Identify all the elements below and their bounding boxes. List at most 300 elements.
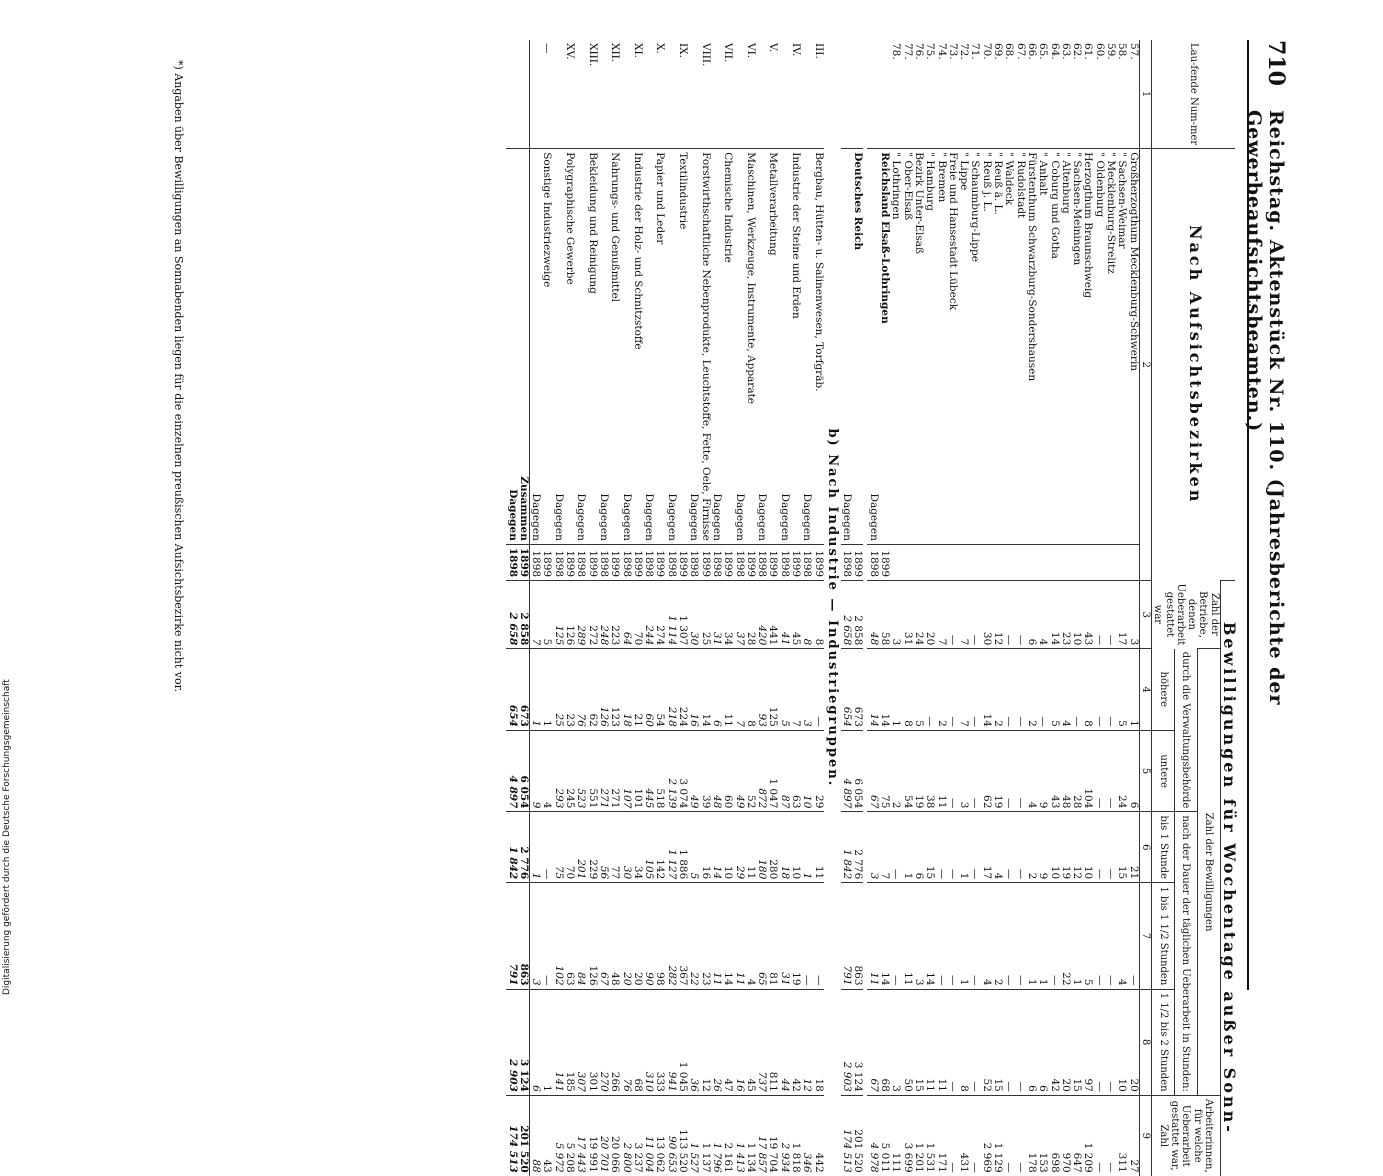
value-cell: 3 <box>1127 581 1139 649</box>
value-cell: 5 011 <box>879 1095 890 1175</box>
page-header <box>1243 40 1293 990</box>
row-label: " Sachsen-Weimar <box>1116 149 1127 545</box>
value-cell: 1 527 <box>688 1095 699 1175</box>
value-cell: 68 <box>632 989 643 1095</box>
row-label: " Altenburg <box>1060 149 1071 545</box>
value-cell: 1 413 <box>733 1095 744 1175</box>
value-cell: — <box>541 812 552 883</box>
industry-row <box>722 40 733 1176</box>
row-number: III. <box>812 43 825 59</box>
durch-die-header <box>1174 649 1197 812</box>
year-cell: 1898 <box>733 544 744 580</box>
value-cell: 244 <box>643 581 654 649</box>
row-number <box>529 40 541 149</box>
value-cell: 441 <box>767 581 778 649</box>
industry-row <box>632 40 643 1176</box>
value-cell: 20 <box>924 581 935 649</box>
col9-zahl: Zahl <box>1157 1124 1169 1148</box>
bezirk-row <box>1003 40 1014 1176</box>
value-cell: 301 <box>586 989 597 1095</box>
row-number: X. <box>654 43 667 54</box>
year-cell: 1899 <box>677 544 688 580</box>
value-cell: 442 <box>812 1095 823 1175</box>
value-cell: 126 <box>586 883 597 989</box>
value-cell: 19 <box>1060 812 1071 883</box>
industry-row-dagegen <box>665 40 676 1176</box>
value-cell: 12 <box>1071 812 1082 883</box>
value-cell: 28 <box>745 581 756 649</box>
value-cell: — <box>1014 1095 1025 1175</box>
value-cell: 2 <box>890 730 901 812</box>
spacer <box>864 40 868 1176</box>
value-cell: 67 <box>868 730 879 812</box>
value-cell: 25 <box>699 581 710 649</box>
bezirk-row <box>890 40 901 1176</box>
year-cell <box>1105 544 1116 580</box>
value-cell: 14 <box>980 649 991 731</box>
colnum: 9 <box>1139 1095 1151 1175</box>
value-cell: 125 <box>767 649 778 731</box>
row-label: Dagegen <box>620 149 631 545</box>
value-cell: — <box>1093 989 1104 1095</box>
value-cell: 111 <box>890 1095 901 1175</box>
value-cell: 11 <box>935 730 946 812</box>
value-cell: — <box>947 989 958 1095</box>
industry-row <box>699 40 710 1176</box>
value-cell: 18 <box>620 649 631 731</box>
value-cell: 4 897 <box>506 730 517 812</box>
row-label: Dagegen <box>841 149 852 545</box>
bezirk-row <box>901 40 912 1176</box>
value-cell: 11 <box>745 812 756 883</box>
row-label: " Lothringen <box>890 149 901 545</box>
value-cell: 218 <box>665 649 676 731</box>
value-cell: 201 520 <box>852 1095 863 1175</box>
main-header <box>1220 581 1239 1176</box>
row-label: Bekleidung und Reinigung <box>586 149 597 545</box>
value-cell: — <box>1003 812 1014 883</box>
value-cell: 11 <box>868 883 879 989</box>
year-cell: 1899 <box>812 544 823 580</box>
colnum: 8 <box>1139 989 1151 1095</box>
value-cell: — <box>1014 730 1025 812</box>
row-label: Dagegen <box>575 149 586 545</box>
bezirk-row <box>1037 40 1048 1176</box>
value-cell: 15 <box>1116 812 1127 883</box>
colnum: 1 <box>1139 40 1151 149</box>
value-cell: 18 <box>778 812 789 883</box>
value-cell: 20 <box>1060 989 1071 1095</box>
value-cell: 7 <box>529 581 541 649</box>
value-cell: — <box>1003 649 1014 731</box>
value-cell: 126 <box>598 649 609 731</box>
value-cell: 23 <box>564 649 575 731</box>
row-label: " Sachsen-Meiningen <box>1071 149 1082 545</box>
value-cell: 20 066 <box>609 1095 620 1175</box>
row-number <box>598 40 609 149</box>
row-label: Papier und Leder <box>654 149 665 545</box>
value-cell: 43 <box>1082 581 1093 649</box>
value-cell: 11 <box>812 812 823 883</box>
value-cell: 11 <box>733 883 744 989</box>
year-cell: 1899 <box>586 544 597 580</box>
value-cell: 1 137 <box>699 1095 710 1175</box>
value-cell: 811 <box>767 989 778 1095</box>
row-label: Polygraphische Gewerbe <box>564 149 575 545</box>
value-cell: 34 <box>632 812 643 883</box>
value-cell: 16 <box>699 812 710 883</box>
value-cell: 36 <box>688 989 699 1095</box>
value-cell: 2 658 <box>841 581 852 649</box>
value-cell: — <box>1003 1095 1014 1175</box>
row-number <box>552 40 563 149</box>
value-cell: — <box>1105 812 1116 883</box>
value-cell: 2 <box>992 649 1003 731</box>
value-cell: 19 <box>992 730 1003 812</box>
value-cell: 19 <box>913 730 924 812</box>
value-cell: — <box>969 730 980 812</box>
year-cell: 1898 <box>620 544 631 580</box>
bezirk-row <box>1071 40 1082 1176</box>
industry-row-dagegen <box>598 40 609 1176</box>
value-cell: 105 <box>643 812 654 883</box>
value-cell: 4 <box>992 812 1003 883</box>
row-number: XII. <box>609 43 622 63</box>
year-cell <box>901 544 912 580</box>
value-cell: 67 <box>598 883 609 989</box>
row-label: Deutsches Reich <box>852 149 863 545</box>
value-cell: 180 <box>756 812 767 883</box>
value-cell: — <box>1093 1095 1104 1175</box>
row-number: 68. <box>1003 43 1016 60</box>
value-cell: 1 047 <box>767 730 778 812</box>
year-cell: 1898 <box>552 544 563 580</box>
value-cell: 70 <box>564 812 575 883</box>
row-label: Bergbau, Hütten- u. Salinenwesen, Torfgräb. <box>812 149 823 545</box>
bezirk-row <box>924 40 935 1176</box>
row-label: Zusammen <box>518 149 530 545</box>
year-cell: 1899 <box>632 544 643 580</box>
value-cell: 49 <box>733 730 744 812</box>
colnum: 5 <box>1139 730 1151 812</box>
value-cell: 289 <box>575 581 586 649</box>
value-cell: 201 520 <box>518 1095 530 1175</box>
value-cell: 10 <box>801 730 812 812</box>
industry-row <box>541 40 552 1176</box>
value-cell: 8 <box>901 649 912 731</box>
value-cell: 11 <box>901 883 912 989</box>
bezirk-row <box>1093 40 1104 1176</box>
value-cell: 16 <box>733 989 744 1095</box>
value-cell: 48 <box>868 581 879 649</box>
row-label: " Schaumburg-Lippe <box>969 149 980 545</box>
row-number <box>518 40 530 149</box>
dauer-header: nach der Dauer der täglichen Ueberarbeit in Stunden: <box>1174 812 1197 1095</box>
industry-row-dagegen <box>778 40 789 1176</box>
row-number <box>711 40 722 149</box>
value-cell: 4 <box>980 883 991 989</box>
value-cell: 2 800 <box>620 1095 631 1175</box>
row-number: 64. <box>1048 43 1061 60</box>
value-cell: 737 <box>756 989 767 1095</box>
value-cell: — <box>1014 649 1025 731</box>
value-cell: 10 <box>1116 989 1127 1095</box>
value-cell: 185 <box>564 989 575 1095</box>
year-cell <box>1026 544 1037 580</box>
durch-die-label: durch die <box>1180 651 1192 701</box>
value-cell: 551 <box>586 730 597 812</box>
year-cell <box>890 544 901 580</box>
value-cell: 2 858 <box>852 581 863 649</box>
value-cell: 1 127 <box>665 812 676 883</box>
value-cell: 97 <box>1082 989 1093 1095</box>
zahl-bew-header: Zahl der Bewilligungen <box>1197 649 1220 1096</box>
value-cell: 14 <box>879 649 890 731</box>
row-number: 60. <box>1093 43 1106 60</box>
value-cell: 13 062 <box>654 1095 665 1175</box>
bezirk-row <box>1060 40 1071 1176</box>
value-cell: — <box>1127 883 1139 989</box>
value-cell: 19 704 <box>767 1095 778 1175</box>
year-cell: 1899 <box>564 544 575 580</box>
value-cell: 19 991 <box>586 1095 597 1175</box>
row-number: IV. <box>790 43 803 57</box>
year-cell <box>992 544 1003 580</box>
value-cell: — <box>890 812 901 883</box>
year-cell <box>913 544 924 580</box>
value-cell: 25 <box>552 649 563 731</box>
value-cell: 654 <box>841 649 852 731</box>
year-cell: 1899 <box>518 544 530 580</box>
year-cell <box>969 544 980 580</box>
value-cell: 5 <box>778 649 789 731</box>
value-cell: 8 <box>958 989 969 1095</box>
value-cell: 872 <box>756 730 767 812</box>
value-cell: 224 <box>677 649 688 731</box>
row-label: Dagegen <box>868 149 879 545</box>
value-cell: 15 <box>1071 989 1082 1095</box>
value-cell: 698 <box>1048 1095 1059 1175</box>
value-cell: 272 <box>586 581 597 649</box>
value-cell: 7 <box>879 812 890 883</box>
year-cell: 1899 <box>790 544 801 580</box>
value-cell: — <box>947 649 958 731</box>
value-cell: 38 <box>924 730 935 812</box>
industry-row-dagegen <box>733 40 744 1176</box>
value-cell: 23 <box>1060 581 1071 649</box>
industry-row <box>677 40 688 1176</box>
value-cell: 14 <box>1048 581 1059 649</box>
value-cell: 11 <box>711 883 722 989</box>
bezirk-row <box>1014 40 1025 1176</box>
row-number: 73. <box>946 43 959 60</box>
value-cell: 21 <box>1127 812 1139 883</box>
summary-row <box>879 40 890 1176</box>
value-cell: 6 <box>1026 581 1037 649</box>
value-cell: 293 <box>552 730 563 812</box>
row-number: VIII. <box>699 43 712 67</box>
value-cell: 49 <box>688 730 699 812</box>
row-label: Nahrungs- und Genußmittel <box>609 149 620 545</box>
colnum: 4 <box>1139 649 1151 731</box>
row-number: 72. <box>958 43 971 60</box>
value-cell: 863 <box>852 883 863 989</box>
value-cell: 1 134 <box>745 1095 756 1175</box>
value-cell: — <box>947 883 958 989</box>
value-cell: 6 054 <box>852 730 863 812</box>
bezirk-row <box>1127 40 1139 1176</box>
value-cell: 48 <box>711 730 722 812</box>
value-cell: 17 443 <box>575 1095 586 1175</box>
row-number <box>506 40 517 149</box>
value-cell: 174 513 <box>841 1095 852 1175</box>
row-label: Dagegen <box>801 149 812 545</box>
row-label: Sonstige Industriezweige <box>541 149 552 545</box>
row-label: Industrie der Holz- und Schnitzstoffe <box>632 149 643 545</box>
row-label: " Mecklenburg-Strelitz <box>1105 149 1116 545</box>
value-cell: — <box>890 883 901 989</box>
col9-header <box>1151 1095 1220 1175</box>
c7-header: 1 bis 1 1/2 Stunden <box>1151 883 1174 989</box>
value-cell: 70 <box>632 581 643 649</box>
industry-row-dagegen <box>643 40 654 1176</box>
value-cell: 1 <box>958 883 969 989</box>
value-cell: 654 <box>506 649 517 731</box>
row-label: Chemische Industrie <box>722 149 733 545</box>
value-cell: 1 129 <box>992 1095 1003 1175</box>
value-cell: 5 972 <box>552 1095 563 1175</box>
year-cell: 1898 <box>643 544 654 580</box>
value-cell: 1 <box>541 649 552 731</box>
value-cell: 16 <box>688 649 699 731</box>
year-cell: 1898 <box>756 544 767 580</box>
value-cell: 64 <box>620 581 631 649</box>
year-cell <box>1093 544 1104 580</box>
value-cell: 75 <box>879 730 890 812</box>
year-cell <box>1060 544 1071 580</box>
value-cell: 18 <box>812 989 823 1095</box>
value-cell: 28 <box>1071 730 1082 812</box>
value-cell: 14 <box>924 883 935 989</box>
value-cell: 518 <box>654 730 665 812</box>
value-cell: 2 658 <box>506 581 517 649</box>
value-cell: 282 <box>665 883 676 989</box>
year-cell: 1899 <box>745 544 756 580</box>
value-cell: 1 <box>1127 649 1139 731</box>
row-label: " Reuß ä. L. <box>992 149 1003 545</box>
value-cell: 2 934 <box>778 1095 789 1175</box>
year-cell: 1898 <box>801 544 812 580</box>
value-cell: 5 208 <box>564 1095 575 1175</box>
year-cell <box>924 544 935 580</box>
row-label: Dagegen <box>598 149 609 545</box>
year-cell <box>1037 544 1048 580</box>
industry-row <box>654 40 665 1176</box>
industry-row <box>564 40 575 1176</box>
value-cell: 1 818 <box>790 1095 801 1175</box>
statistics-table <box>506 40 1239 1176</box>
untere-header: untere <box>1151 730 1174 812</box>
industry-row <box>586 40 597 1176</box>
value-cell: 307 <box>575 989 586 1095</box>
year-cell <box>1116 544 1127 580</box>
value-cell: — <box>969 812 980 883</box>
value-cell: 2 <box>1026 649 1037 731</box>
value-cell: 24 <box>913 581 924 649</box>
year-cell: 1899 <box>852 544 863 580</box>
value-cell: 7 <box>733 649 744 731</box>
industry-row-dagegen <box>688 40 699 1176</box>
year-cell: 1898 <box>841 544 852 580</box>
row-number <box>665 40 676 149</box>
colnum: 7 <box>1139 883 1151 989</box>
value-cell: 2 776 <box>518 812 530 883</box>
industry-row <box>609 40 620 1176</box>
value-cell: — <box>1014 812 1025 883</box>
value-cell: 1 <box>958 812 969 883</box>
bezirk-row <box>1082 40 1093 1176</box>
col-lfd-nr-header: Lau-fende Num-mer <box>1151 40 1235 149</box>
bezirk-row <box>947 40 958 1176</box>
value-cell: 41 <box>778 581 789 649</box>
industry-row-dagegen <box>552 40 563 1176</box>
value-cell: — <box>969 649 980 731</box>
row-number: XI. <box>631 43 644 58</box>
industry-row-dagegen <box>620 40 631 1176</box>
year-cell: 1898 <box>711 544 722 580</box>
value-cell: 126 <box>564 581 575 649</box>
year-cell <box>935 544 946 580</box>
year-cell <box>1071 544 1082 580</box>
value-cell: 22 <box>1060 883 1071 989</box>
value-cell: — <box>1093 730 1104 812</box>
value-cell: — <box>947 812 958 883</box>
value-cell: 12 <box>801 989 812 1095</box>
row-label: Dagegen <box>756 149 767 545</box>
value-cell: 90 <box>643 883 654 989</box>
value-cell: 48 <box>1060 730 1071 812</box>
value-cell: 14 <box>868 649 879 731</box>
value-cell: 37 <box>733 581 744 649</box>
value-cell: 9 <box>529 730 541 812</box>
col-bezirk-header <box>1151 149 1235 581</box>
value-cell: 54 <box>654 649 665 731</box>
row-number <box>841 40 852 149</box>
value-cell: 647 <box>1071 1095 1082 1175</box>
row-number <box>852 40 863 149</box>
value-cell: 1 <box>529 649 541 731</box>
row-number: 75. <box>924 43 937 60</box>
bezirk-row <box>958 40 969 1176</box>
value-cell: — <box>1105 649 1116 731</box>
industry-row <box>790 40 801 1176</box>
value-cell: — <box>1105 1095 1116 1175</box>
year-cell: 1898 <box>506 544 517 580</box>
value-cell: 42 <box>790 989 801 1095</box>
value-cell: 1 <box>1071 883 1082 989</box>
verw-label: Verwaltungsbehörde <box>1180 703 1192 809</box>
value-cell: 31 <box>711 581 722 649</box>
value-cell: 65 <box>756 883 767 989</box>
row-number <box>801 40 812 149</box>
value-cell: — <box>935 883 946 989</box>
row-label: Freie und Hansestadt Lübeck <box>947 149 958 545</box>
value-cell: 274 <box>654 581 665 649</box>
value-cell: — <box>969 883 980 989</box>
value-cell: 178 <box>1026 1095 1037 1175</box>
value-cell: 153 <box>1037 1095 1048 1175</box>
value-cell: 1 <box>901 812 912 883</box>
